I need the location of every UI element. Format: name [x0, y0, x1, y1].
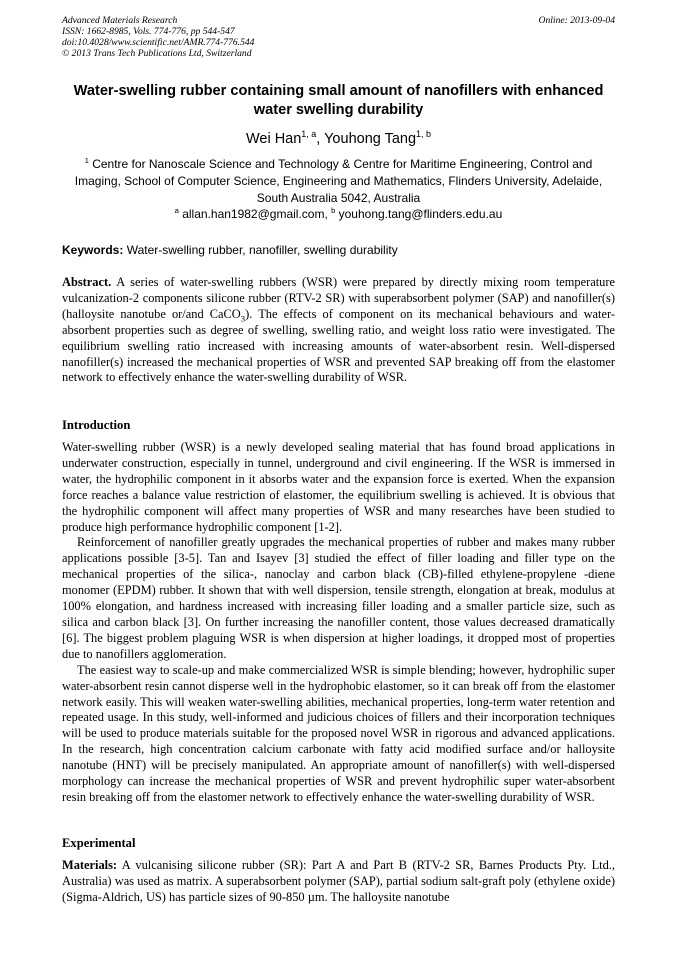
author-name: Wei Han [245, 131, 302, 147]
author-superscript: 1, b [416, 129, 432, 140]
abstract-text: ). The effects of component on its mechanical behaviours and water-absorbent properties such as degree of swelling, swelling ratio, and weight loss ratio were investigated. The equilibrium swelling ratio increased with increasing amounts of water-absorbent resin. Well-dispersed nanofiller(s) increased the mechanical properties of WSR and prevented SAP breaking off from the elastomer network to effectively enhance the water-swelling durability of WSR. [62, 306, 615, 385]
materials-text: A vulcanising silicone rubber (SR): Part A and Part B (RTV-2 SR, Barnes Products Pty. Ltd., Australia) was used as matrix. A superabsorbent polymer (SAP), partial sodium salt-graft poly (ethylene oxide) (Sigma-Aldrich, US) has particle sizes of 90-850 µm. The halloysite nanotube [62, 858, 615, 904]
author-separator: , [316, 131, 325, 147]
abstract-label: Abstract. [62, 275, 112, 289]
experimental-body [62, 858, 615, 906]
introduction-body [62, 440, 615, 806]
keywords-label: Keywords: [62, 243, 124, 257]
abstract-paragraph [62, 275, 615, 386]
email-mark: b [331, 206, 336, 215]
author-line [62, 130, 615, 148]
journal-header [62, 15, 615, 59]
paper-title: Water-swelling rubber containing small amount of nanofillers with enhanced water swelling durability [73, 83, 604, 118]
body-paragraph: The easiest way to scale-up and make commercialized WSR is simple blending; however, hydrophilic super water-absorbent resin cannot disperse well in the hydrophobic elastomer, so it can break off from the elastomer network easily. This will weaken water-swelling abilities, mechanical properties, long-term water retention and repeated usage. In this study, well-informed and judicious choices of fillers and their incorporation techniques will be used to produce materials suitable for the proposed novel WSR in rigorous and advanced applications. In the research, high concentration calcium carbonate with fatty acid modified surface and/or halloysite nanotube (HNT) will be precisely manipulated. An appropriate amount of nanofiller(s) with well-dispersed morphology can increase the mechanical properties of WSR and prevent hydrophilic super water-absorbent resin breaking off from the elastomer network to effectively enhance the water-swelling durability of WSR. [62, 662, 615, 804]
author-superscript: 1, a [301, 129, 317, 140]
email-line [62, 206, 615, 222]
keywords-text: Water-swelling rubber, nanofiller, swelling durability [126, 243, 398, 257]
email-separator: , [324, 207, 332, 221]
affiliation-text: Centre for Nanoscale Science and Technology & Centre for Maritime Engineering, Control and Imaging, School of Computer Science, Engineering and Mathematics, Flinders University, Adelaide, South Australia 5042, Australia [74, 157, 603, 205]
doi-line: doi:10.4028/www.scientific.net/AMR.774-776.544 [62, 37, 255, 48]
introduction-heading: Introduction [62, 418, 131, 432]
copyright-line: © 2013 Trans Tech Publications Ltd, Switzerland [62, 48, 252, 59]
chemical-subscript: 3 [240, 313, 246, 324]
journal-name: Advanced Materials Research [62, 15, 178, 26]
keywords [62, 242, 615, 258]
author-name: Youhong Tang [324, 131, 417, 147]
issn-line: ISSN: 1662-8985, Vols. 774-776, pp 544-547 [62, 26, 235, 37]
body-paragraph [62, 858, 615, 906]
email-address[interactable]: allan.han1982@gmail.com [182, 207, 325, 221]
body-paragraph: Reinforcement of nanofiller greatly upgrades the mechanical properties of rubber and makes many rubber applications possible [3-5]. Tan and Isayev [3] studied the effect of filler loading and filler type on the mechanical properties of the silica-, nanoclay and carbon black (CB)-filled ethylene-propylene -diene monomer (EPDM) rubber. It shown that with well dispersion, tensile strength, elongation at break, modulus at 100% elongation, and hardness increased with increasing filler loading and a smaller particle size, such as silica and carbon black [3]. On further increasing the nanofiller content, those values decreased dramatically [6]. The biggest problem plaguing WSR is when dispersion at higher loadings, it dropped most of properties due to nanofillers agglomeration. [62, 535, 615, 661]
materials-label: Materials: [62, 858, 118, 872]
email-address[interactable]: youhong.tang@flinders.edu.au [338, 207, 503, 221]
email-mark: a [174, 206, 179, 215]
body-paragraph: Water-swelling rubber (WSR) is a newly developed sealing material that has found broad applications in underwater construction, especially in tunnel, underground and civil engineering. If the WSR is immersed in water, the hydrophilic component in it absorbs water and the expansion force is exerted. When the expansion force reaches a balance value restriction of elastomer, the equilibrium swelling is achieved. It is obvious that the hydrophilic component will affect many properties of WSR and many researches have been studied to produce high performance hydrophilic component [1-2]. [62, 440, 615, 534]
online-date: Online: 2013-09-04 [538, 15, 615, 26]
affiliation-mark: 1 [84, 156, 89, 165]
abstract [62, 275, 615, 386]
abstract-text: A series of water-swelling rubbers (WSR) were prepared by directly mixing room temperature vulcanization-2 components silicone rubber (RTV-2 SR) with superabsorbent polymer (SAP) and nanofiller(s) (halloysite nanotube or/and CaCO [62, 275, 616, 321]
experimental-heading: Experimental [62, 836, 136, 850]
affiliation [62, 156, 615, 207]
